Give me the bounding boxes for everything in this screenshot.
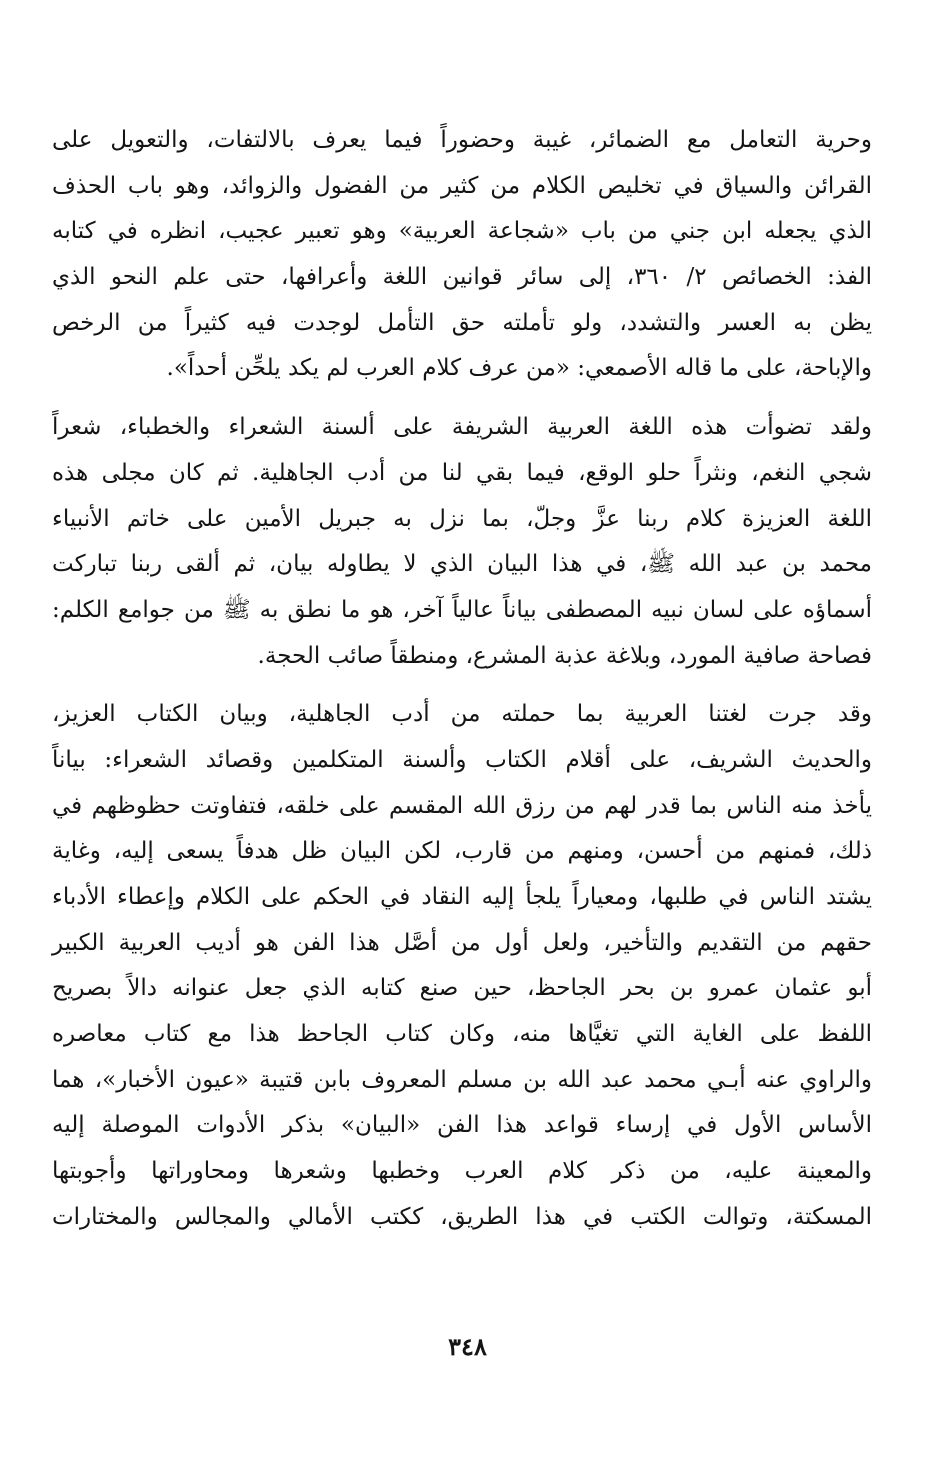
text-line: والحديث الشريف، على أقلام الكتاب وألسنة المتكلمين وقصائد الشعراء: بياناً <box>52 746 872 773</box>
paragraph-2 <box>52 405 872 679</box>
page-number: ٣٤٨ <box>448 1332 487 1361</box>
text-line: يظن به العسر والتشدد، ولو تأملته حق التأمل لوجدت فيه كثيراً من الرخص <box>52 309 872 336</box>
text-line: ولقد تضوأت هذه اللغة العربية الشريفة على ألسنة الشعراء والخطباء، شعراً <box>52 414 872 441</box>
text-line: اللفظ على الغاية التي تغيَّاها منه، وكان كتاب الجاحظ هذا مع كتاب معاصره <box>52 1021 872 1048</box>
text-line: ذلك، فمنهم من أحسن، ومنهم من قارب، لكن البيان ظل هدفاً يسعى إليه، وغاية <box>52 838 872 865</box>
paragraph-gap <box>52 392 872 405</box>
text-line: فصاحة صافية المورد، وبلاغة عذبة المشرع، ومنطقاً صائب الحجة. <box>257 642 872 669</box>
text-line: والمعينة عليه، من ذكر كلام العرب وخطبها وشعرها ومحاوراتها وأجوبتها <box>52 1158 872 1185</box>
text-line: والإباحة، على ما قاله الأصمعي: «من عرف كلام العرب لم يكد يلحِّن أحداً». <box>166 355 872 382</box>
text-line: الأساس الأول في إرساء قواعد هذا الفن «البيان» بذكر الأدوات الموصلة إليه <box>52 1112 872 1139</box>
text-line: حقهم من التقديم والتأخير، ولعل أول من أصَّل هذا الفن هو أديب العربية الكبير <box>52 929 872 956</box>
text-line: أسماؤه على لسان نبيه المصطفى بياناً عالياً آخر، هو ما نطق به ﷺ من جوامع الكلم: <box>52 596 872 623</box>
text-line: يأخذ منه الناس بما قدر لهم من رزق الله المقسم على خلقه، فتفاوتت حظوظهم في <box>52 792 872 819</box>
text-line: القرائن والسياق في تخليص الكلام من كثير من الفضول والزوائد، وهو باب الحذف <box>52 172 872 199</box>
paragraph-1 <box>52 118 872 392</box>
text-line: الفذ: الخصائص ٢/ ٣٦٠، إلى سائر قوانين اللغة وأعرافها، حتى علم النحو الذي <box>52 264 872 291</box>
text-line: محمد بن عبد الله ﷺ، في هذا البيان الذي لا يطاوله بيان، ثم ألقى ربنا تباركت <box>52 551 872 578</box>
text-line: الذي يجعله ابن جني من باب «شجاعة العربية» وهو تعبير عجيب، انظره في كتابه <box>52 218 872 245</box>
text-line: اللغة العزيزة كلام ربنا عزَّ وجلّ، بما نزل به جبريل الأمين على خاتم الأنبياء <box>52 505 872 532</box>
text-line: وقد جرت لغتنا العربية بما حملته من أدب الجاهلية، وبيان الكتاب العزيز، <box>52 701 872 728</box>
page-body <box>52 118 872 1241</box>
paragraph-gap <box>52 679 872 692</box>
text-line: أبو عثمان عمرو بن بحر الجاحظ، حين صنع كتابه الذي جعل عنوانه دالاً بصريح <box>52 975 872 1002</box>
text-line: يشتد الناس في طلبها، ومعياراً يلجأ إليه النقاد في الحكم على الكلام وإعطاء الأدباء <box>52 884 872 910</box>
text-line: والراوي عنه أبـي محمد عبد الله بن مسلم المعروف بابن قتيبة «عيون الأخبار»، هما <box>52 1066 872 1093</box>
text-line: المسكتة، وتوالت الكتب في هذا الطريق، ككتب الأمالي والمجالس والمختارات <box>52 1203 873 1230</box>
paragraph-3 <box>52 692 872 1240</box>
text-line: شجي النغم، ونثراً حلو الوقع، فيما بقي لنا من أدب الجاهلية. ثم كان مجلى هذه <box>52 459 872 486</box>
text-line: وحرية التعامل مع الضمائر، غيبة وحضوراً فيما يعرف بالالتفات، والتعويل على <box>52 127 872 153</box>
